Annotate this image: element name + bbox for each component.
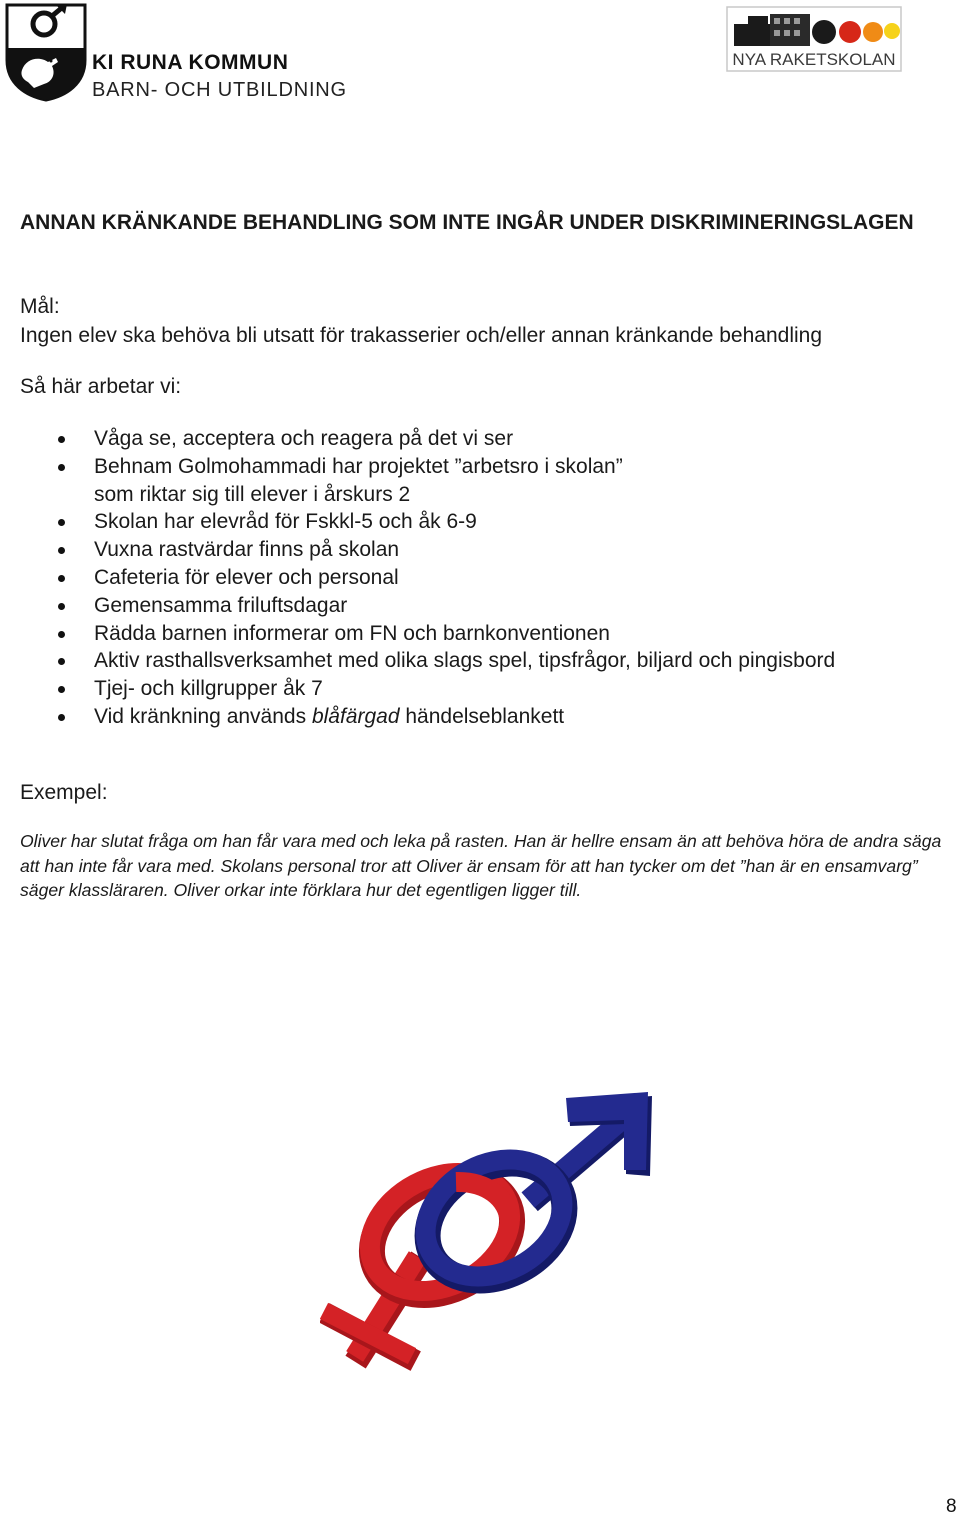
list-item-emphasis: blåfärgad: [311, 704, 400, 728]
gender-symbols-icon: [320, 1090, 660, 1390]
list-item-continuation: som riktar sig till elever i årskurs 2: [94, 482, 411, 506]
page-title: ANNAN KRÄNKANDE BEHANDLING SOM INTE INGÅR UNDER DISKRIMINERINGSLAGEN: [20, 211, 914, 234]
list-item: Tjej- och killgrupper åk 7: [0, 675, 950, 703]
list-item: Rädda barnen informerar om FN och barnkonventionen: [0, 620, 950, 648]
list-item: Behnam Golmohammadi har projektet ”arbetsro i skolan”: [0, 453, 950, 481]
list-item: Vuxna rastvärdar finns på skolan: [0, 536, 950, 564]
organisation-name: KI RUNA KOMMUN: [92, 51, 289, 74]
actions-list: [0, 425, 950, 731]
example-text: Oliver har slutat fråga om han får vara med och leka på rasten. Han är hellre ensam än att behöva höra de andra säga att han inte får vara med. Skolans personal tror att Oliver är ensam för att han tycker om det ”han är en ensamvarg” säger klassläraren. Oliver orkar inte förklara hur det egentligen ligger till.: [20, 831, 942, 901]
kiruna-coat-of-arms-icon: [4, 2, 88, 102]
organisation-block: [92, 50, 347, 104]
work-label: Så här arbetar vi:: [20, 375, 182, 398]
nya-raketskolan-logo: [726, 6, 902, 72]
school-logo-text: NYA RAKETSKOLAN: [732, 50, 896, 69]
list-item: Gemensamma friluftsdagar: [0, 592, 950, 620]
list-item: [0, 703, 950, 731]
list-item: Våga se, acceptera och reagera på det vi ser: [0, 425, 950, 453]
list-item-text-after: händelseblankett: [399, 704, 565, 728]
list-item: Cafeteria för elever och personal: [0, 564, 950, 592]
list-item: Aktiv rasthallsverksamhet med olika slags spel, tipsfrågor, biljard och pingisbord: [0, 647, 950, 675]
male-symbol-icon: [405, 1092, 652, 1303]
list-item: Skolan har elevråd för Fskkl-5 och åk 6-9: [0, 508, 950, 536]
goal-label: Mål:: [20, 295, 60, 318]
organisation-department: BARN- OCH UTBILDNING: [92, 79, 347, 101]
page-number: 8: [946, 1496, 957, 1517]
example-label: Exempel:: [20, 781, 108, 804]
goal-text: Ingen elev ska behöva bli utsatt för trakasserier och/eller annan kränkande behandling: [20, 324, 823, 347]
list-item-text-before: Vid kränkning används: [94, 704, 312, 728]
interlock-segment: [456, 1182, 510, 1222]
